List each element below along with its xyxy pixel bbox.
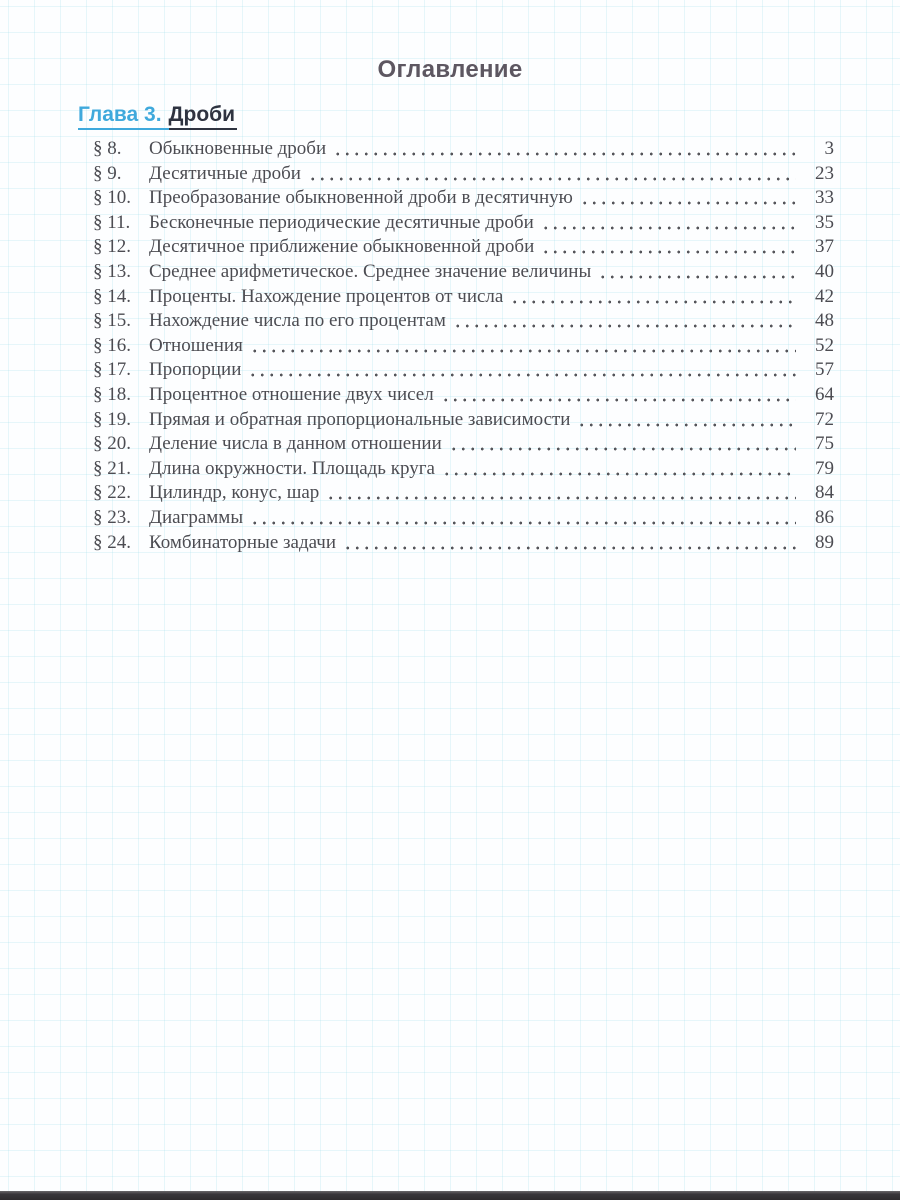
page-title: Оглавление [377,56,523,83]
toc-entry-section: § 19. [93,408,131,430]
toc-entry-title: Отношения [149,334,243,356]
toc-entry [93,481,834,506]
toc-entry-title: Десятичные дроби [149,162,301,184]
toc-entry-section: § 18. [93,383,131,405]
dotted-leader [442,457,796,482]
toc-entry-page: 3 [824,138,834,159]
toc-entry-title: Обыкновенные дроби [149,138,327,159]
toc-entry [93,334,834,359]
dotted-leader [541,235,796,260]
toc-entry-section: § 15. [93,310,131,332]
toc-entry-page: 37 [815,236,834,258]
toc-entry-section: § 12. [93,236,131,258]
dotted-leader [580,186,796,211]
toc-entry-section: § 16. [93,334,131,356]
toc-entry [93,358,834,383]
toc-entry-title: Бесконечные периодические десятичные дроби [149,211,534,233]
toc-entry [93,383,834,408]
toc-entry-section: § 10. [93,187,131,209]
toc-entry-section: § 22. [93,482,131,504]
toc-entry-page: 35 [815,211,834,233]
toc-entry-section: § 21. [93,457,131,479]
toc-entry-page: 64 [815,383,834,405]
dotted-leader [577,408,796,433]
toc-entry [93,457,834,482]
toc-entry [93,137,834,162]
toc-entry-section: § 23. [93,506,131,528]
toc-entry [93,162,834,187]
toc-entry-section: § 20. [93,433,131,455]
toc-entry [93,285,834,310]
toc-entry-page: 89 [815,531,834,553]
dotted-leader [449,432,796,457]
toc-entry-section: § 17. [93,359,131,381]
toc-entry-section: § 14. [93,285,131,307]
toc-entry-section: § 9. [93,162,122,184]
dotted-leader [333,137,796,162]
toc-entry-title: Нахождение числа по его процентам [149,310,446,332]
toc-entry-page: 79 [815,457,834,479]
toc-entry [93,211,834,236]
page-bottom-edge [0,1191,900,1200]
dotted-leader [541,211,796,236]
dotted-leader [453,309,796,334]
toc-entry-section: § 24. [93,531,131,553]
toc-entry-title: Пропорции [149,359,242,381]
toc-entry-title: Десятичное приближение обыкновенной дроби [149,236,535,258]
toc-entry-page: 52 [815,334,834,356]
toc-entry-title: Диаграммы [149,506,244,528]
toc-entry-page: 72 [815,408,834,430]
toc-entry-page: 86 [815,506,834,528]
toc-entry-page: 42 [815,285,834,307]
toc-entry-page: 33 [815,187,834,209]
toc-entry [93,309,834,334]
toc-entry-page: 48 [815,310,834,332]
dotted-leader [250,506,796,531]
toc-entry-section: § 8. [93,138,122,159]
toc-entry-title: Цилиндр, конус, шар [149,482,320,504]
chapter-heading [78,103,237,127]
toc-entry-title: Преобразование обыкновенной дроби в десятичную [149,187,573,209]
toc-entry-page: 84 [815,482,834,504]
toc-entry-title: Процентное отношение двух чисел [149,383,434,405]
toc-entry [93,260,834,285]
dotted-leader [598,260,796,285]
toc-entry [93,408,834,433]
toc-entry-section: § 13. [93,260,131,282]
toc-entry-title: Среднее арифметическое. Среднее значение величины [149,260,592,282]
dotted-leader [308,162,796,187]
toc-entry-title: Комбинаторные задачи [149,531,337,553]
dotted-leader [510,285,796,310]
dotted-leader [343,531,796,556]
toc-entry-title: Проценты. Нахождение процентов от числа [149,285,504,307]
toc-entry-page: 57 [815,359,834,381]
toc-entry-section: § 11. [93,211,131,233]
dotted-leader [326,481,796,506]
dotted-leader [441,383,796,408]
toc-entry [93,506,834,531]
chapter-number: Глава 3. [78,103,169,130]
toc-entry-page: 75 [815,433,834,455]
toc-entry-title: Длина окружности. Площадь круга [149,457,435,479]
toc-entry [93,186,834,211]
toc-entry-page: 40 [815,260,834,282]
dotted-leader [250,334,796,359]
toc-entry [93,235,834,260]
chapter-name: Дроби [169,103,238,130]
toc-entry-title: Прямая и обратная пропорциональные зависимости [149,408,571,430]
table-of-contents [93,137,834,555]
toc-entry-page: 23 [815,162,834,184]
dotted-leader [248,358,796,383]
toc-entry [93,432,834,457]
toc-entry-title: Деление числа в данном отношении [149,433,442,455]
toc-entry [93,531,834,556]
